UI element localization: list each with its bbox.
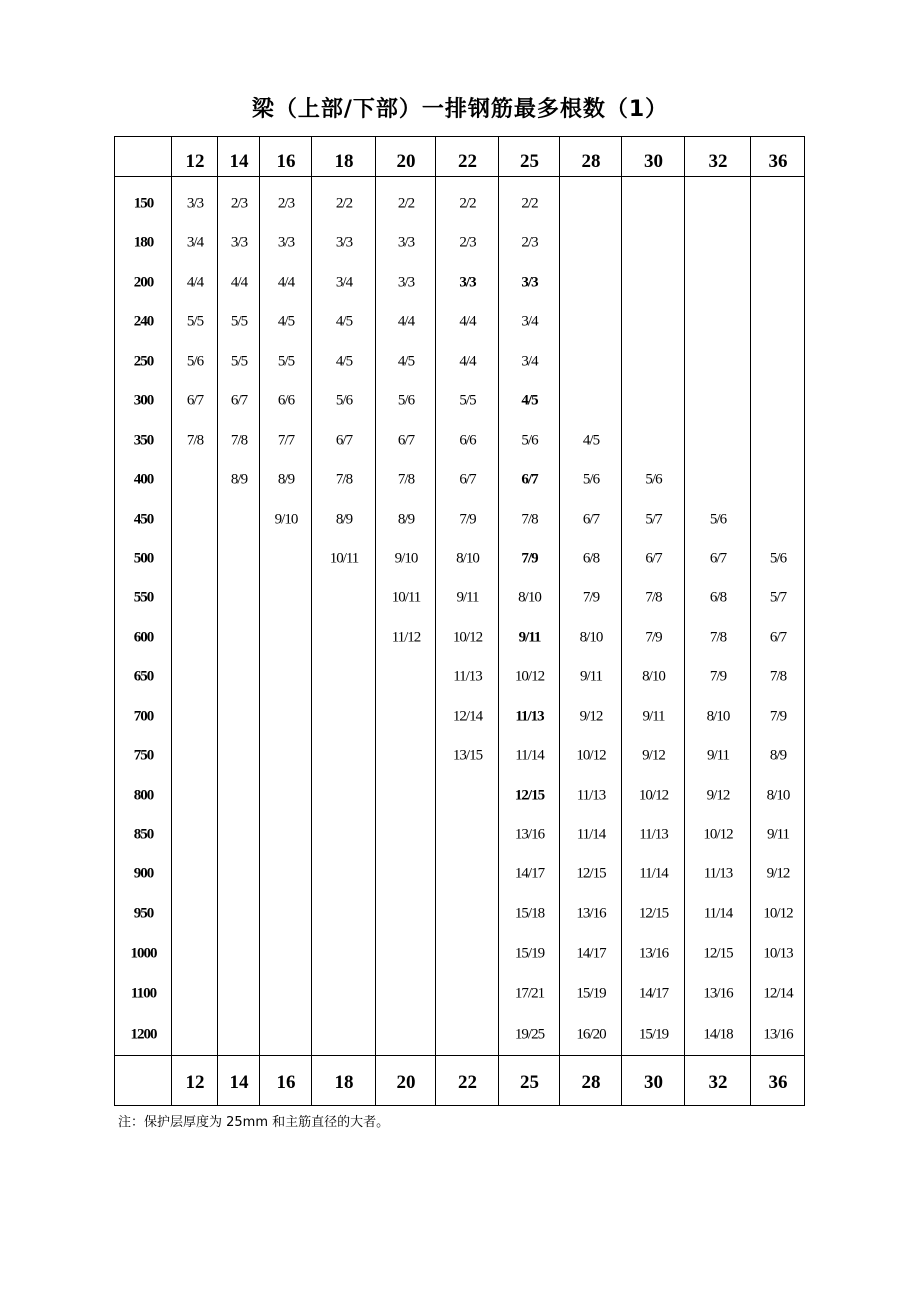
table-cell: 11/13 xyxy=(515,708,544,725)
grid-hline xyxy=(115,176,804,177)
footer-diameter: 25 xyxy=(520,1072,539,1093)
table-cell: 10/11 xyxy=(391,589,421,606)
table-cell: 10/12 xyxy=(638,787,669,804)
table-cell: 2/3 xyxy=(277,195,295,212)
footnote: 注：保护层厚度为 25mm 和主筋直径的大者。 xyxy=(118,1115,390,1130)
row-width-label: 1200 xyxy=(130,1026,157,1043)
table-cell: 11/14 xyxy=(515,747,544,764)
table-cell: 5/6 xyxy=(186,353,204,370)
table-cell: 11/13 xyxy=(453,668,482,685)
table-cell: 6/7 xyxy=(582,511,600,528)
table-cell: 10/12 xyxy=(763,905,793,922)
table-cell: 4/4 xyxy=(459,353,476,370)
table-cell: 6/7 xyxy=(521,471,538,488)
table-cell: 3/3 xyxy=(397,234,415,251)
row-width-label: 180 xyxy=(133,234,154,251)
header-diameter: 16 xyxy=(276,151,296,172)
table-cell: 4/5 xyxy=(335,353,353,370)
table-cell: 5/6 xyxy=(521,432,538,449)
table-cell: 15/19 xyxy=(576,985,606,1002)
grid-vline xyxy=(498,137,499,1105)
table-cell: 5/6 xyxy=(335,392,353,409)
table-cell: 17/21 xyxy=(514,985,545,1002)
table-cell: 12/15 xyxy=(514,787,545,804)
table-cell: 5/7 xyxy=(645,511,662,528)
row-width-label: 850 xyxy=(133,826,154,843)
table-cell: 7/7 xyxy=(277,432,295,449)
row-width-label: 450 xyxy=(133,511,154,528)
table-cell: 13/15 xyxy=(452,747,483,764)
table-cell: 7/8 xyxy=(335,471,353,488)
table-cell: 10/12 xyxy=(576,747,606,764)
table-cell: 7/8 xyxy=(645,589,662,606)
table-cell: 10/13 xyxy=(763,945,793,962)
table-cell: 9/10 xyxy=(394,550,418,567)
table-cell: 8/10 xyxy=(766,787,790,804)
table-cell: 12/15 xyxy=(638,905,669,922)
table-cell: 4/5 xyxy=(397,353,415,370)
table-cell: 10/11 xyxy=(329,550,359,567)
footer-diameter: 30 xyxy=(644,1072,663,1093)
row-width-label: 600 xyxy=(133,629,154,646)
table-cell: 7/8 xyxy=(397,471,415,488)
header-diameter: 36 xyxy=(768,151,788,172)
table-cell: 12/15 xyxy=(703,945,733,962)
row-width-label: 300 xyxy=(133,392,154,409)
table-cell: 2/2 xyxy=(397,195,415,212)
table-cell: 8/10 xyxy=(456,550,479,567)
header-diameter: 12 xyxy=(185,151,205,172)
row-width-label: 700 xyxy=(133,708,154,725)
table-cell: 4/4 xyxy=(277,274,295,291)
table-cell: 2/3 xyxy=(521,234,538,251)
footer-diameter: 32 xyxy=(708,1072,728,1093)
row-width-label: 350 xyxy=(133,432,154,449)
table-cell: 2/3 xyxy=(459,234,476,251)
table-cell: 3/3 xyxy=(397,274,415,291)
table-cell: 12/15 xyxy=(576,865,606,882)
table-cell: 7/8 xyxy=(769,668,787,685)
grid-hline xyxy=(115,1055,804,1056)
table-cell: 5/6 xyxy=(709,511,727,528)
table-cell: 2/2 xyxy=(521,195,538,212)
grid-vline xyxy=(217,137,218,1105)
table-cell: 10/12 xyxy=(452,629,483,646)
table-cell: 13/16 xyxy=(763,1026,793,1043)
table-cell: 7/9 xyxy=(709,668,727,685)
table-cell: 12/14 xyxy=(763,985,793,1002)
row-width-label: 1100 xyxy=(130,985,157,1002)
table-cell: 9/11 xyxy=(766,826,790,843)
row-width-label: 650 xyxy=(133,668,154,685)
table-cell: 15/18 xyxy=(514,905,545,922)
row-width-label: 250 xyxy=(133,353,154,370)
table-cell: 7/8 xyxy=(709,629,727,646)
table-cell: 8/10 xyxy=(518,589,541,606)
table-cell: 3/4 xyxy=(521,353,538,370)
table-cell: 15/19 xyxy=(514,945,545,962)
table-cell: 6/8 xyxy=(709,589,727,606)
table-cell: 3/3 xyxy=(521,274,538,291)
table-cell: 8/9 xyxy=(769,747,787,764)
row-width-label: 900 xyxy=(133,865,154,882)
footer-diameter: 36 xyxy=(768,1072,788,1093)
table-cell: 2/3 xyxy=(230,195,248,212)
header-diameter: 20 xyxy=(396,151,416,172)
table-cell: 8/9 xyxy=(335,511,353,528)
footer-diameter: 20 xyxy=(396,1072,416,1093)
table-cell: 13/16 xyxy=(576,905,606,922)
row-width-label: 950 xyxy=(133,905,154,922)
table-cell: 9/12 xyxy=(642,747,665,764)
table-cell: 10/12 xyxy=(703,826,733,843)
table-cell: 6/7 xyxy=(186,392,204,409)
row-width-label: 800 xyxy=(133,787,154,804)
table-cell: 13/16 xyxy=(514,826,545,843)
table-cell: 3/3 xyxy=(277,234,295,251)
page-title: 梁（上部/下部）一排钢筋最多根数（1） xyxy=(251,97,669,122)
table-cell: 5/5 xyxy=(230,313,248,330)
table-cell: 6/6 xyxy=(277,392,295,409)
table-cell: 3/3 xyxy=(186,195,204,212)
table-cell: 5/5 xyxy=(186,313,204,330)
table-cell: 8/9 xyxy=(230,471,248,488)
table-cell: 11/13 xyxy=(703,865,733,882)
table-cell: 9/10 xyxy=(274,511,298,528)
table-cell: 7/8 xyxy=(186,432,204,449)
row-width-label: 500 xyxy=(133,550,154,567)
table-cell: 7/9 xyxy=(459,511,476,528)
table-cell: 6/7 xyxy=(645,550,662,567)
footer-diameter: 16 xyxy=(276,1072,296,1093)
table-cell: 7/9 xyxy=(582,589,600,606)
table-cell: 6/7 xyxy=(459,471,476,488)
footer-diameter: 12 xyxy=(185,1072,205,1093)
table-cell: 14/17 xyxy=(576,945,606,962)
table-cell: 7/8 xyxy=(230,432,248,449)
table-cell: 11/12 xyxy=(391,629,421,646)
table-cell: 14/18 xyxy=(703,1026,733,1043)
table-cell: 3/4 xyxy=(186,234,204,251)
table-cell: 6/7 xyxy=(397,432,415,449)
table-cell: 3/3 xyxy=(230,234,248,251)
table-cell: 6/7 xyxy=(230,392,248,409)
table-cell: 3/3 xyxy=(335,234,353,251)
table-cell: 12/14 xyxy=(452,708,483,725)
table-cell: 13/16 xyxy=(703,985,733,1002)
table-cell: 8/9 xyxy=(277,471,295,488)
table-cell: 14/17 xyxy=(514,865,545,882)
table-cell: 7/9 xyxy=(521,550,538,567)
grid-vline xyxy=(750,137,751,1105)
header-diameter: 25 xyxy=(520,151,539,172)
table-cell: 9/12 xyxy=(766,865,790,882)
header-diameter: 22 xyxy=(458,151,477,172)
grid-vline xyxy=(684,137,685,1105)
table-cell: 4/4 xyxy=(186,274,204,291)
table-cell: 9/12 xyxy=(579,708,603,725)
table-cell: 13/16 xyxy=(638,945,669,962)
table-cell: 6/7 xyxy=(709,550,727,567)
table-cell: 5/5 xyxy=(459,392,476,409)
table-cell: 5/5 xyxy=(230,353,248,370)
table-cell: 6/8 xyxy=(582,550,600,567)
grid-vline xyxy=(435,137,436,1105)
table-cell: 4/4 xyxy=(459,313,476,330)
table-cell: 14/17 xyxy=(638,985,669,1002)
table-cell: 3/4 xyxy=(335,274,353,291)
row-width-label: 150 xyxy=(133,195,154,212)
row-width-label: 200 xyxy=(133,274,154,291)
table-cell: 7/8 xyxy=(521,511,538,528)
footer-diameter: 22 xyxy=(458,1072,477,1093)
table-cell: 16/20 xyxy=(576,1026,606,1043)
row-width-label: 550 xyxy=(133,589,154,606)
table-cell: 4/5 xyxy=(335,313,353,330)
table-cell: 7/9 xyxy=(645,629,662,646)
table-cell: 11/14 xyxy=(639,865,668,882)
table-cell: 4/4 xyxy=(397,313,415,330)
grid-vline xyxy=(259,137,260,1105)
row-width-label: 1000 xyxy=(130,945,157,962)
table-cell: 6/7 xyxy=(335,432,353,449)
table-cell: 5/6 xyxy=(769,550,787,567)
footer-diameter: 18 xyxy=(334,1072,354,1093)
table-cell: 11/13 xyxy=(639,826,668,843)
grid-vline xyxy=(559,137,560,1105)
table-cell: 9/11 xyxy=(579,668,603,685)
table-cell: 11/13 xyxy=(576,787,606,804)
table-cell: 11/14 xyxy=(576,826,606,843)
rebar-count-table xyxy=(114,136,805,1106)
table-cell: 9/11 xyxy=(642,708,665,725)
table-cell: 5/7 xyxy=(769,589,787,606)
table-cell: 8/10 xyxy=(579,629,603,646)
table-cell: 9/11 xyxy=(706,747,730,764)
table-cell: 3/3 xyxy=(459,274,476,291)
table-cell: 9/11 xyxy=(456,589,479,606)
table-cell: 5/6 xyxy=(645,471,662,488)
header-diameter: 14 xyxy=(229,151,249,172)
table-cell: 4/5 xyxy=(521,392,538,409)
row-width-label: 240 xyxy=(133,313,154,330)
header-diameter: 18 xyxy=(334,151,354,172)
table-cell: 9/11 xyxy=(518,629,541,646)
table-cell: 5/6 xyxy=(582,471,600,488)
table-cell: 5/6 xyxy=(397,392,415,409)
table-cell: 19/25 xyxy=(514,1026,545,1043)
table-cell: 4/5 xyxy=(582,432,600,449)
table-cell: 6/6 xyxy=(459,432,476,449)
table-cell: 5/5 xyxy=(277,353,295,370)
table-cell: 6/7 xyxy=(769,629,787,646)
row-width-label: 750 xyxy=(133,747,154,764)
grid-vline xyxy=(621,137,622,1105)
table-cell: 7/9 xyxy=(769,708,787,725)
grid-vline xyxy=(311,137,312,1105)
header-diameter: 30 xyxy=(644,151,663,172)
table-cell: 3/4 xyxy=(521,313,538,330)
table-cell: 10/12 xyxy=(514,668,545,685)
table-cell: 8/10 xyxy=(706,708,730,725)
table-cell: 11/14 xyxy=(703,905,733,922)
header-diameter: 32 xyxy=(708,151,728,172)
grid-vline xyxy=(375,137,376,1105)
table-cell: 4/4 xyxy=(230,274,248,291)
header-diameter: 28 xyxy=(581,151,601,172)
table-cell: 8/9 xyxy=(397,511,415,528)
footer-diameter: 14 xyxy=(229,1072,249,1093)
grid-vline xyxy=(171,137,172,1105)
table-cell: 15/19 xyxy=(638,1026,669,1043)
footer-diameter: 28 xyxy=(581,1072,601,1093)
table-cell: 2/2 xyxy=(335,195,353,212)
table-cell: 9/12 xyxy=(706,787,730,804)
row-width-label: 400 xyxy=(133,471,154,488)
table-cell: 4/5 xyxy=(277,313,295,330)
table-cell: 2/2 xyxy=(459,195,476,212)
table-cell: 8/10 xyxy=(642,668,665,685)
